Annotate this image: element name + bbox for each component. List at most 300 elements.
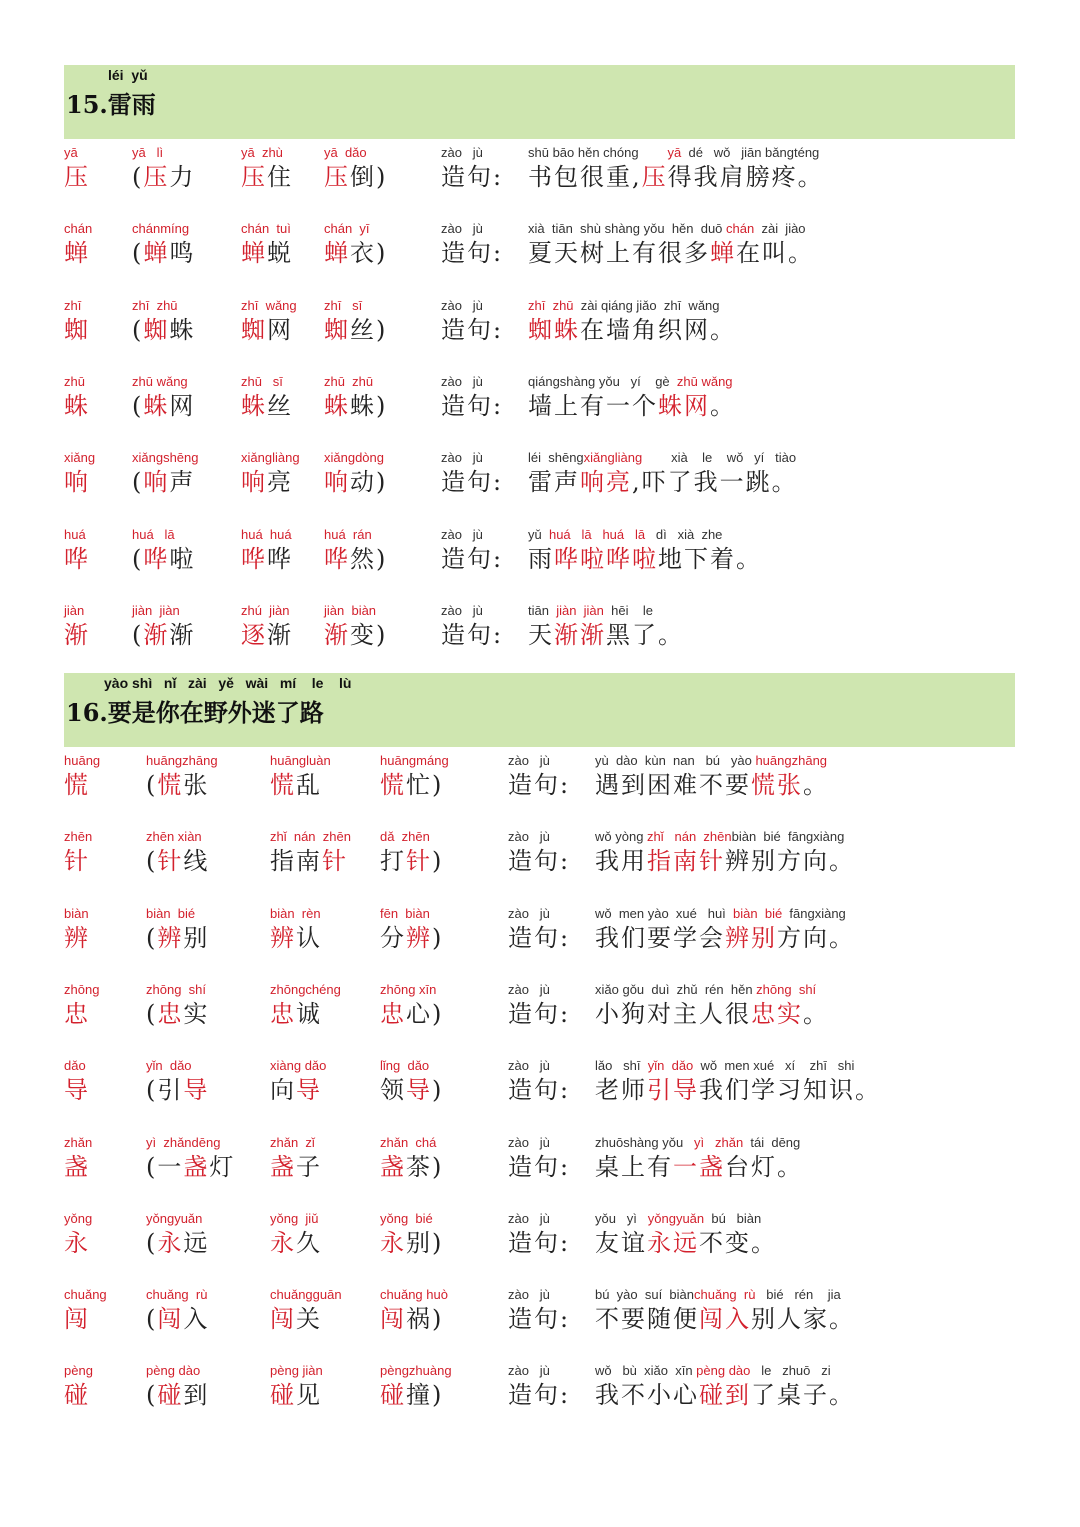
vocab-row (0, 374, 1080, 434)
sentence-segment: 不变。 (699, 1229, 777, 1257)
sentence-segment: 引导 (647, 1076, 699, 1104)
word-glyph: 忙 (406, 771, 432, 799)
sentence-label-pinyin: zào jù (508, 1363, 550, 1378)
word-glyph: 网 (169, 392, 196, 420)
sentence-segment: 夏天树上有很多 (528, 239, 710, 267)
vocab-row (0, 145, 1080, 205)
word-pinyin: zhī zhū (132, 298, 178, 313)
word-glyph: 啦 (169, 545, 196, 573)
target-char-cell (64, 982, 99, 1030)
word-pinyin: zhū wǎng (132, 374, 188, 389)
sentence-label: 造句: (508, 847, 571, 875)
word-cell (132, 374, 195, 422)
target-char: 蝉 (64, 239, 90, 267)
example-sentence (528, 619, 684, 651)
sentence-label: 造句: (441, 239, 504, 267)
sentence-pinyin-segment: xiǎo gǒu duì zhǔ rén hěn (595, 982, 757, 997)
word-glyph: 力 (169, 163, 196, 191)
word-glyph: 实 (183, 1000, 210, 1028)
word-cell (380, 1135, 443, 1183)
word-glyph: 动 (350, 468, 376, 496)
target-char-pinyin: zhōng (64, 982, 100, 997)
sentence-pinyin (528, 374, 736, 390)
sentence-segment: 天 (528, 621, 554, 649)
sentence-label-cell (441, 145, 503, 193)
word-pinyin: jiàn biàn (324, 603, 377, 618)
word-cell (324, 145, 387, 193)
word-glyph: ( (146, 1305, 158, 1333)
sentence-label: 造句: (441, 468, 504, 496)
word-glyph: ) (376, 545, 388, 573)
word-cell (324, 527, 387, 575)
sentence-segment: 别人家。 (751, 1305, 855, 1333)
word-glyph: 渐 (267, 621, 293, 649)
sentence-pinyin-segment: zhǐ nán zhēn (647, 829, 732, 844)
sentence-label-pinyin: zào jù (508, 982, 550, 997)
word-text (270, 998, 341, 1030)
word-pinyin: xiàng dǎo (270, 1058, 327, 1073)
word-cell (146, 1058, 209, 1106)
sentence-pinyin-segment: chuǎng rù (694, 1287, 756, 1302)
word-text (146, 1074, 209, 1106)
sentence-pinyin-segment: yā (667, 145, 682, 160)
sentence-pinyin-segment: yǔ (528, 527, 549, 542)
sentence-pinyin-segment: xià tiān shù shàng yǒu hěn duō (528, 221, 727, 236)
word-pinyin: chuǎng huò (380, 1287, 448, 1302)
word-text (241, 237, 293, 269)
word-glyph: 蝉 (241, 239, 267, 267)
word-glyph: 忠 (157, 1000, 184, 1028)
sentence-segment: 不要随便 (595, 1305, 699, 1333)
word-pinyin: huá rán (324, 527, 372, 542)
word-glyph: ( (132, 239, 144, 267)
word-glyph: 碰 (380, 1381, 406, 1409)
target-char: 蛛 (64, 392, 90, 420)
sentence-segment: 小狗对主人很 (595, 1000, 751, 1028)
word-text (132, 390, 195, 422)
sentence-cell (595, 906, 855, 954)
word-glyph: 蛛 (350, 392, 376, 420)
word-pinyin: huá huá (241, 527, 292, 542)
sentence-cell (595, 753, 829, 801)
sentence-label-pinyin: zào jù (508, 829, 550, 844)
word-glyph: ) (432, 847, 444, 875)
word-cell (132, 221, 195, 269)
example-sentence (528, 161, 824, 193)
target-char-pinyin: zhǎn (64, 1135, 93, 1150)
sentence-label-cell (508, 1135, 570, 1183)
target-char-pinyin: chuǎng (64, 1287, 107, 1302)
word-glyph: ( (146, 1381, 158, 1409)
sentence-segment: 雨 (528, 545, 554, 573)
target-char-cell (64, 1211, 92, 1259)
word-text (132, 619, 195, 651)
word-glyph: 慌 (270, 771, 296, 799)
word-glyph: 蜘 (241, 316, 267, 344)
sentence-label: 造句: (441, 621, 504, 649)
target-char: 盏 (64, 1153, 90, 1181)
word-cell (241, 374, 293, 422)
word-glyph: ) (432, 1000, 444, 1028)
word-text (146, 1379, 209, 1411)
word-glyph: 响 (143, 468, 170, 496)
sentence-label: 造句: (508, 1000, 571, 1028)
word-text (380, 1151, 443, 1183)
target-char-cell (64, 753, 100, 801)
sentence-pinyin-segment: wǒ bù xiǎo xīn (595, 1363, 697, 1378)
word-cell (380, 829, 443, 877)
sentence-segment: 我们学习知识。 (699, 1076, 881, 1104)
word-cell (380, 753, 449, 801)
word-glyph: ) (376, 239, 388, 267)
sentence-pinyin-segment: huāngzhāng (755, 753, 828, 768)
example-sentence (595, 1151, 803, 1183)
word-glyph: 蜘 (143, 316, 170, 344)
word-glyph: 盏 (380, 1153, 406, 1181)
sentence-segment: 我不小心 (595, 1381, 699, 1409)
sentence-pinyin-segment: bié rén jia (755, 1287, 841, 1302)
word-pinyin: fēn biàn (380, 906, 430, 921)
sentence-segment: 老师 (595, 1076, 647, 1104)
target-char-pinyin: xiǎng (64, 450, 96, 465)
sentence-segment: 蜘蛛 (528, 316, 580, 344)
sentence-pinyin (595, 906, 855, 922)
sentence-pinyin (595, 753, 829, 769)
word-glyph: 蝉 (143, 239, 170, 267)
target-char: 碰 (64, 1381, 90, 1409)
section-title-pinyin: léi yǔ (108, 67, 148, 83)
vocab-row (0, 753, 1080, 813)
sentence-label: 造句: (441, 392, 504, 420)
word-glyph: 辨 (157, 924, 184, 952)
word-cell (270, 1058, 326, 1106)
word-glyph: 导 (183, 1076, 210, 1104)
sentence-label-cell (441, 374, 503, 422)
word-pinyin: pèngzhuàng (380, 1363, 452, 1378)
sentence-label-pinyin: zào jù (441, 221, 483, 236)
word-glyph: 碰 (270, 1381, 296, 1409)
word-cell (241, 221, 293, 269)
sentence-label-cell (508, 1287, 570, 1335)
word-pinyin: huāngluàn (270, 753, 331, 768)
word-cell (132, 450, 199, 498)
word-pinyin: biàn bié (146, 906, 196, 921)
sentence-pinyin-segment: zhū wǎng (676, 374, 733, 389)
sentence-cell (528, 450, 798, 498)
word-text (324, 314, 387, 346)
target-char-pinyin: pèng (64, 1363, 93, 1378)
word-glyph: ) (432, 924, 444, 952)
sentence-label-cell (441, 527, 503, 575)
word-glyph: 认 (296, 924, 322, 952)
word-glyph: 线 (183, 847, 210, 875)
sentence-pinyin (528, 298, 736, 314)
target-char-cell (64, 145, 90, 193)
word-glyph: ( (146, 847, 158, 875)
example-sentence (528, 314, 736, 346)
word-text (380, 1227, 443, 1259)
target-char: 永 (64, 1229, 90, 1257)
sentence-segment: 。 (803, 1000, 829, 1028)
sentence-label-pinyin: zào jù (508, 1211, 550, 1226)
word-cell (270, 1287, 342, 1335)
sentence-segment: 地下着。 (658, 545, 762, 573)
word-text (241, 314, 297, 346)
word-cell (270, 1135, 322, 1183)
word-glyph: 慌 (380, 771, 406, 799)
sentence-cell (595, 1135, 803, 1183)
word-cell (270, 982, 341, 1030)
word-glyph: 到 (183, 1381, 210, 1409)
word-glyph: ( (146, 1000, 158, 1028)
word-pinyin: xiǎngdòng (324, 450, 384, 465)
word-glyph: 永 (157, 1229, 184, 1257)
word-text (324, 543, 387, 575)
target-char-cell (64, 450, 95, 498)
sentence-pinyin-segment: qiángshàng yǒu yí gè (528, 374, 677, 389)
word-cell (324, 221, 387, 269)
word-pinyin: zhú jiàn (241, 603, 290, 618)
vocab-row (0, 1363, 1080, 1423)
word-pinyin: zhōng shí (146, 982, 206, 997)
word-text (324, 390, 387, 422)
sentence-pinyin-segment: xià le wǒ yí tiào (642, 450, 797, 465)
sentence-pinyin-segment: léi shēng (528, 450, 584, 465)
vocab-row (0, 298, 1080, 358)
word-pinyin: zhōng xīn (380, 982, 437, 997)
target-char-cell (64, 1058, 90, 1106)
sentence-segment: 友谊 (595, 1229, 647, 1257)
sentence-label: 造句: (508, 1229, 571, 1257)
sentence-label-pinyin: zào jù (441, 450, 483, 465)
sentence-label-pinyin: zào jù (508, 1287, 550, 1302)
word-glyph: ( (146, 924, 158, 952)
word-pinyin: chánmíng (132, 221, 190, 236)
sentence-label-cell (441, 450, 503, 498)
target-char-cell (64, 1287, 107, 1335)
word-glyph: ) (376, 392, 388, 420)
word-cell (324, 450, 387, 498)
section-title (66, 85, 156, 120)
word-glyph: 渐 (143, 621, 170, 649)
sentence-segment: 一盏 (673, 1153, 725, 1181)
section-title-pinyin: yào shì nǐ zài yě wài mí le lù (104, 675, 352, 691)
word-glyph: 哗 (267, 545, 293, 573)
target-char: 辨 (64, 924, 90, 952)
word-glyph: ( (146, 1153, 158, 1181)
vocab-row (0, 906, 1080, 966)
word-glyph: 永 (270, 1229, 296, 1257)
word-text (241, 543, 293, 575)
word-glyph: 鸣 (169, 239, 196, 267)
sentence-label-cell (508, 1058, 570, 1106)
word-cell (146, 829, 209, 877)
word-glyph: ( (132, 621, 144, 649)
word-glyph: 响 (241, 468, 267, 496)
sentence-label: 造句: (508, 771, 571, 799)
example-sentence (528, 237, 814, 269)
word-glyph: 针 (406, 847, 432, 875)
word-cell (324, 298, 387, 346)
sentence-label: 造句: (441, 163, 504, 191)
word-glyph: 忠 (270, 1000, 296, 1028)
word-text (132, 314, 195, 346)
sentence-segment: ,吓了我一跳。 (632, 468, 798, 496)
word-cell (132, 145, 195, 193)
word-glyph: 蛛 (143, 392, 170, 420)
word-text (380, 769, 449, 801)
word-text (241, 466, 300, 498)
sentence-label-pinyin: zào jù (508, 906, 550, 921)
word-cell (380, 1287, 448, 1335)
sentence-segment: 压 (641, 163, 668, 191)
word-glyph: 茶 (406, 1153, 432, 1181)
word-cell (146, 1211, 209, 1259)
word-text (241, 390, 293, 422)
sentence-pinyin-segment: bú biàn (704, 1211, 762, 1226)
word-text (324, 466, 387, 498)
word-cell (146, 982, 209, 1030)
sentence-segment: 辨别 (725, 924, 777, 952)
sentence-pinyin-segment: biàn bié (733, 906, 783, 921)
word-pinyin: dǎ zhēn (380, 829, 430, 844)
word-pinyin: jiàn jiàn (132, 603, 180, 618)
target-char-pinyin: zhī (64, 298, 82, 313)
word-glyph: ( (132, 468, 144, 496)
word-glyph: 子 (296, 1153, 322, 1181)
word-text (146, 1151, 235, 1183)
word-glyph: 碰 (157, 1381, 184, 1409)
word-glyph: ) (432, 1076, 444, 1104)
word-cell (380, 982, 443, 1030)
sentence-segment: 渐渐 (554, 621, 606, 649)
word-cell (270, 906, 322, 954)
sentence-cell (595, 829, 855, 877)
word-glyph: 一 (157, 1153, 184, 1181)
word-text (270, 1074, 326, 1106)
word-glyph: ) (432, 1305, 444, 1333)
word-glyph: 远 (183, 1229, 210, 1257)
word-cell (380, 906, 443, 954)
word-glyph: 久 (296, 1229, 322, 1257)
sentence-pinyin (528, 145, 824, 161)
word-glyph: 辨 (270, 924, 296, 952)
word-glyph: 领 (380, 1076, 406, 1104)
target-char-pinyin: biàn (64, 906, 89, 921)
word-glyph: 声 (169, 468, 196, 496)
word-cell (146, 753, 218, 801)
word-glyph: 诚 (296, 1000, 322, 1028)
sentence-label-pinyin: zào jù (441, 603, 483, 618)
word-glyph: 辨 (406, 924, 432, 952)
target-char-cell (64, 221, 92, 269)
word-glyph: 闯 (270, 1305, 296, 1333)
section-title-text: 雷雨 (107, 90, 156, 119)
sentence-pinyin-segment: tái dēng (743, 1135, 801, 1150)
word-glyph: 入 (183, 1305, 210, 1333)
sentence-pinyin-segment: jiàn jiàn (556, 603, 604, 618)
word-glyph: ( (132, 316, 144, 344)
word-glyph: ( (146, 771, 158, 799)
word-pinyin: chán tuì (241, 221, 291, 236)
word-glyph: 盏 (270, 1153, 296, 1181)
word-glyph: 别 (183, 924, 210, 952)
word-pinyin: pèng jiàn (270, 1363, 323, 1378)
target-char-pinyin: huá (64, 527, 86, 542)
word-glyph: 蛛 (169, 316, 196, 344)
word-pinyin: huāngzhāng (146, 753, 218, 768)
word-glyph: 网 (267, 316, 293, 344)
word-text (270, 1379, 323, 1411)
vocab-row (0, 1058, 1080, 1118)
example-sentence (595, 769, 829, 801)
target-char-pinyin: jiàn (64, 603, 85, 618)
sentence-label-cell (508, 829, 570, 877)
sentence-label: 造句: (441, 545, 504, 573)
word-pinyin: yǒngyuǎn (146, 1211, 203, 1226)
sentence-pinyin (595, 1363, 855, 1379)
word-glyph: ) (432, 1381, 444, 1409)
target-char: 压 (64, 163, 90, 191)
word-glyph: 针 (157, 847, 184, 875)
sentence-pinyin-segment: yì zhǎn (694, 1135, 744, 1150)
word-glyph: 衣 (350, 239, 376, 267)
word-cell (132, 527, 195, 575)
sentence-cell (595, 1058, 881, 1106)
word-glyph: ) (432, 1153, 444, 1181)
sentence-segment: 我们要学会 (595, 924, 725, 952)
section-number: 16. (66, 698, 108, 727)
vocab-row (0, 603, 1080, 663)
word-glyph: 渐 (169, 621, 196, 649)
word-pinyin: zhēn xiàn (146, 829, 202, 844)
word-cell (241, 527, 293, 575)
sentence-label: 造句: (508, 1153, 571, 1181)
sentence-segment: 永远 (647, 1229, 699, 1257)
sentence-cell (595, 1363, 855, 1411)
word-cell (241, 298, 297, 346)
target-char: 渐 (64, 621, 90, 649)
word-glyph: 别 (406, 1229, 432, 1257)
example-sentence (595, 1379, 855, 1411)
sentence-label-pinyin: zào jù (441, 298, 483, 313)
word-pinyin: zhū zhū (324, 374, 374, 389)
section-header (64, 65, 1015, 139)
sentence-cell (528, 221, 814, 269)
sentence-segment: 遇到困难不要 (595, 771, 751, 799)
word-glyph: 亮 (267, 468, 293, 496)
sentence-segment: 了桌子。 (751, 1381, 855, 1409)
word-cell (270, 1363, 323, 1411)
sentence-label-cell (508, 1363, 570, 1411)
sentence-segment: 慌张 (751, 771, 803, 799)
sentence-pinyin-segment: yǒngyuǎn (647, 1211, 705, 1226)
word-text (324, 237, 387, 269)
word-text (380, 1074, 443, 1106)
word-glyph: 然 (350, 545, 376, 573)
sentence-pinyin (528, 603, 684, 619)
word-glyph: ( (132, 392, 144, 420)
word-glyph: 忠 (380, 1000, 406, 1028)
section-number: 15. (66, 90, 108, 119)
word-glyph: 心 (406, 1000, 432, 1028)
example-sentence (528, 543, 762, 575)
word-glyph: 导 (296, 1076, 322, 1104)
sentence-label-pinyin: zào jù (441, 374, 483, 389)
word-glyph: ( (146, 1229, 158, 1257)
word-glyph: 倒 (350, 163, 376, 191)
word-pinyin: chuǎngguān (270, 1287, 342, 1302)
